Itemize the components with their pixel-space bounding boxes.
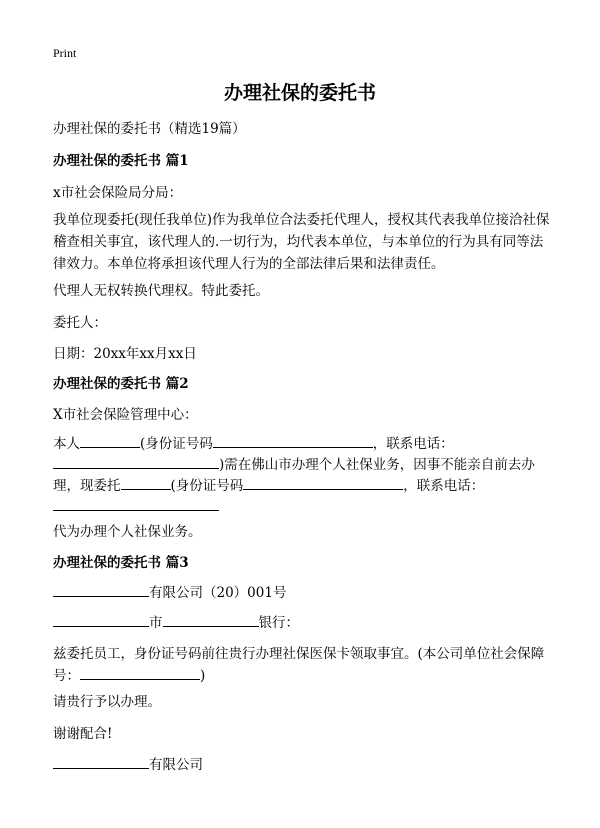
text-bank: 银行： <box>258 615 299 631</box>
section-1-addressee: x市社会保险局分局： <box>53 185 183 201</box>
section-3-body <box>53 643 553 687</box>
text-need: )需在佛山市办理个人社保业务，因事不能亲自前去办 <box>219 457 535 473</box>
section-1-line2: 代理人无权转换代理权。特此委托。 <box>53 283 269 299</box>
security-number-blank <box>80 665 200 680</box>
sign-company: 有限公司 <box>149 757 203 773</box>
section-1-date: 日期：20xx年xx月xx日 <box>53 346 197 362</box>
section-2-addressee: X市社会保险管理中心： <box>53 407 198 423</box>
section-1-heading: 办理社保的委托书 篇1 <box>53 153 189 169</box>
section-2-fill-line-3 <box>53 475 553 497</box>
section-3-line2: 请贵行予以办理。 <box>53 694 161 710</box>
text-city: 市 <box>149 615 163 631</box>
text-entrust: 理，现委托 <box>53 478 121 494</box>
text-self: 本人 <box>53 436 80 452</box>
phone-blank-1 <box>53 454 219 469</box>
document-title: 办理社保的委托书 <box>223 82 376 104</box>
section-1-body: 我单位现委托(现任我单位)作为我单位合法委托代理人，授权其代表我单位接洽社保稽查相关事宜，该代理人的.一切行为，均代表本单位，与本单位的行为具有同等法律效力。本单位将承担该代理人行为的全部法律后果和法律责任。 <box>53 212 550 272</box>
section-3-body-text: 兹委托员工，身份证号码前往贵行办理社保医保卡领取事宜。(本公司单位社会保障号： <box>53 646 545 684</box>
body-end: ) <box>200 668 206 684</box>
company-number: 有限公司（20）001号 <box>149 585 287 601</box>
city-blank <box>53 612 149 627</box>
section-2-fill-line-2 <box>53 454 553 476</box>
id-blank-1 <box>213 433 373 448</box>
section-1-line3: 委托人： <box>53 315 107 331</box>
name-blank <box>80 433 140 448</box>
section-2-fill-line-4 <box>53 496 553 518</box>
section-3-bank-line <box>53 612 553 634</box>
intro-line: 办理社保的委托书（精选19篇） <box>53 121 246 137</box>
company-blank <box>53 582 149 597</box>
text-id-2: (身份证号码 <box>170 478 244 494</box>
id-blank-2 <box>243 475 403 490</box>
phone-blank-2 <box>53 496 219 511</box>
agent-blank <box>121 475 171 490</box>
section-2-heading: 办理社保的委托书 篇2 <box>53 376 189 392</box>
section-3-line3: 谢谢配合! <box>53 726 113 742</box>
text-id-1: (身份证号码 <box>140 436 213 452</box>
section-2-fill-line-1 <box>53 433 553 455</box>
section-3-company-line <box>53 582 553 604</box>
section-3-heading: 办理社保的委托书 篇3 <box>53 555 189 571</box>
text-phone-2: ，联系电话： <box>403 478 485 494</box>
section-2-closing: 代为办理个人社保业务。 <box>53 524 202 540</box>
print-link[interactable]: Print <box>53 46 77 60</box>
section-3-sign-line <box>53 754 553 776</box>
text-phone-1: ，联系电话： <box>372 436 454 452</box>
sign-blank <box>53 754 149 769</box>
bank-blank <box>163 612 259 627</box>
